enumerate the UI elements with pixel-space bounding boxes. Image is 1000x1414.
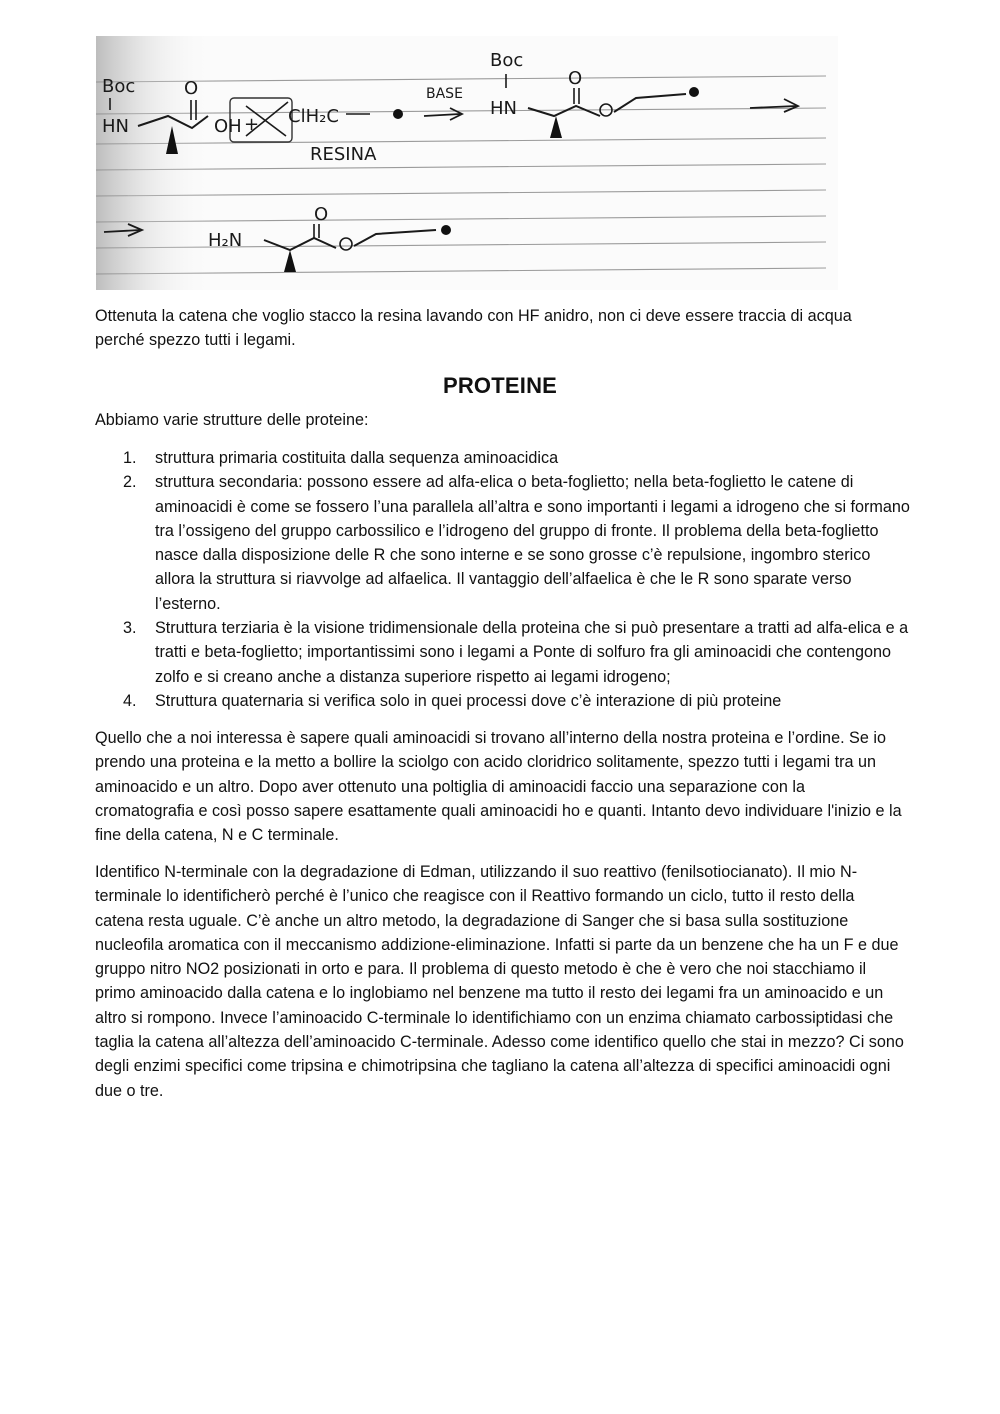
list-item xyxy=(120,689,910,713)
list-number: 3. xyxy=(123,619,137,638)
plus-sign: + xyxy=(244,114,260,135)
h2n-label: H₂N xyxy=(208,230,243,251)
paragraph-hf-cleavage: Ottenuta la catena che voglio stacco la resina lavando con HF anidro, non ci deve essere traccia di acqua perché spezzo tutti i legami. xyxy=(95,307,852,350)
list-item xyxy=(120,470,910,616)
chloromethyl-label: ClH₂C xyxy=(288,106,339,127)
paragraph-amino-acid-analysis: Quello che a noi interessa è sapere quali aminoacidi si trovano all’interno della nostra proteina e l’ordine. Se io prendo una proteina e la metto a bollire la sciolgo con acido cloridrico solitamente, spezzo tutti i legami tra un aminoacido e un altro. Dopo aver ottenuto una poltiglia di aminoacidi faccio una separazione con la cromatografia e così posso sapere esattamente quali aminoacidi ho e quanti. Intanto devo individuare l'inizio e la fine della catena, N e C terminale. xyxy=(95,729,902,845)
resin-bead-1 xyxy=(393,109,403,119)
list-item-text: struttura secondaria: possono essere ad alfa-elica o beta-foglietto; nella beta-foglietto le catene di aminoacidi è come se fossero l’una parallela all’altra e sono importanti i legami a idrogeno che si formano tra l’ossigeno del gruppo carbossilico e l’idrogeno del gruppo di fronte. Il problema della beta-foglietto nasce dalla disposizione delle R che sono interne e se sono grosse c’è repulsione, ingombro sterico allora la struttura si riavvolge ad alfaelica. Il vantaggio dell’alfaelica è che le R sono sparate verso l’esterno. xyxy=(155,473,910,613)
paragraph-terminal-identification: Identifico N-terminale con la degradazione di Edman, utilizzando il suo reattivo (fenilsotiocianato). Il mio N-terminale lo identificherò perché è l’unico che reagisce con il Reattivo formando un ciclo, tutto il resto della catena resta uguale. C’è anche un altro metodo, la degradazione di Sanger che si basa sulla sostituzione nucleofila aromatica con il meccanismo addizione-eliminazione. Infatti si parte da un benzene che ha un F e due gruppo nitro NO2 posizionati in orto e para. Il problema di questo metodo è che è vero che noi stacchiamo il primo aminoacido dalla catena e lo inglobiamo nel benzene ma tutto il resto dei legami fra un aminoacido e un altro si rompono. Invece l’aminoacido C-terminale lo identifichiamo con un enzima chiamato carbossiptidasi che taglia la catena all’altezza dell’aminoacido C-terminale. Adesso come identifico quello che stai in mezzo? Ci sono degli enzimi specifici come tripsina e chimotripsina che tagliano la catena all’altezza di specifici aminoacidi ogni due o tre. xyxy=(95,863,904,1100)
base-label: BASE xyxy=(426,86,463,102)
list-item-text: Struttura quaternaria si verifica solo in quei processi dove c’è interazione di più proteine xyxy=(155,691,782,710)
oxygen-label: O xyxy=(184,78,199,99)
oh-label: OH xyxy=(214,116,242,137)
list-item xyxy=(120,616,910,689)
list-item-text: struttura primaria costituita dalla sequenza aminoacidica xyxy=(155,449,559,467)
structures-intro: Abbiamo varie strutture delle proteine: xyxy=(95,411,369,429)
oxygen-label-bottom: O xyxy=(314,204,329,225)
reaction-scheme-drawing xyxy=(96,36,838,290)
oxygen-label-right: O xyxy=(568,68,583,89)
resina-label: RESINA xyxy=(310,144,377,165)
list-item-text: Struttura terziaria è la visione tridimensionale della proteina che si può presentare a tratti ad alfa-elica e a tratti e beta-foglietto; importantissimi sono i legami a Ponte di solfuro fra gli aminoacidi che contengono zolfo e si creano anche a distanza superiore rispetto ai legami idrogeno; xyxy=(155,619,909,686)
list-item xyxy=(120,446,910,470)
handwritten-reaction-figure xyxy=(96,36,838,290)
list-number: 1. xyxy=(123,449,137,467)
resin-bead-3 xyxy=(441,225,451,235)
protein-structures-list xyxy=(120,446,910,713)
hn-label-left: HN xyxy=(102,116,129,137)
list-number: 4. xyxy=(123,691,137,710)
hn-label-right: HN xyxy=(490,98,517,119)
scan-shadow xyxy=(96,36,838,290)
section-title: PROTEINE xyxy=(442,373,558,398)
boc-label-left: Boc xyxy=(102,76,136,97)
boc-label-right: Boc xyxy=(490,50,524,71)
resin-bead-2 xyxy=(689,87,699,97)
list-number: 2. xyxy=(123,473,137,492)
